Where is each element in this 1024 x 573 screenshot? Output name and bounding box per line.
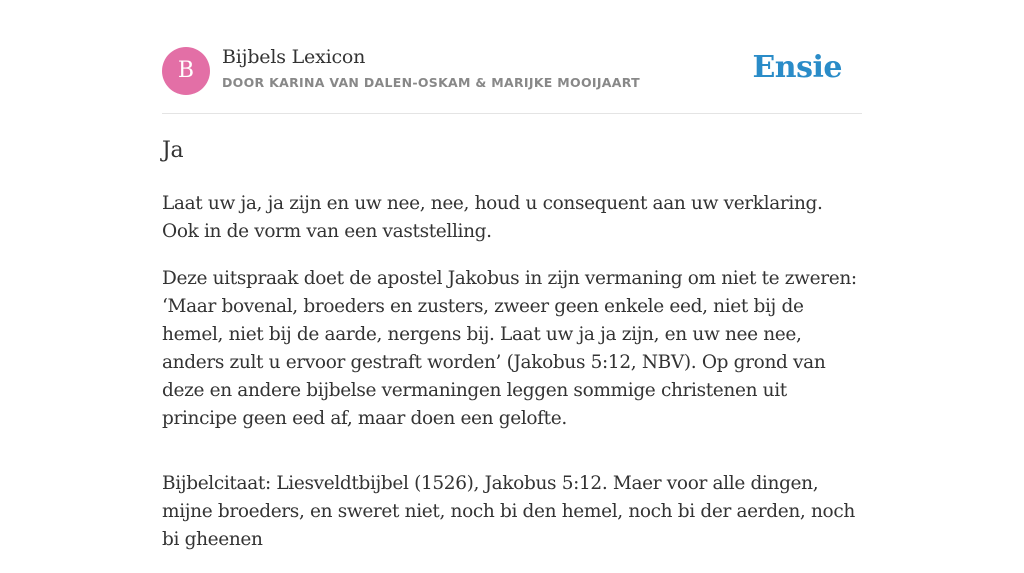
lexicon-authors: DOOR KARINA VAN DALEN-OSKAM & MARIJKE MOOIJAART <box>222 75 640 90</box>
entry-explanation: Deze uitspraak doet de apostel Jakobus in zijn vermaning om niet te zweren: ‘Maar bovenal, broeders en zusters, zweer geen enkele eed, niet bij de hemel, niet bij de aarde, nergens bij. Laat uw ja ja zijn, en uw nee nee, anders zult u ervoor gestraft worden’ (Jakobus 5:12, NBV). Op grond van deze en andere bijbelse vermaningen leggen sommige christenen uit principe geen eed af, maar doen een gelofte. <box>162 268 857 429</box>
ensie-logo[interactable]: Ensie <box>752 50 842 85</box>
lexicon-avatar[interactable]: B <box>162 47 210 95</box>
header-divider <box>162 113 862 114</box>
entry-content <box>162 190 862 573</box>
lexicon-title[interactable]: Bijbels Lexicon <box>222 46 366 68</box>
lexicon-header <box>162 46 862 96</box>
entry-bible-citation: Bijbelcitaat: Liesveldtbijbel (1526), Jakobus 5:12. Maer voor alle dingen, mijne broeders, en sweret niet, noch bi den hemel, noch bi der aerden, noch bi gheenen <box>162 473 855 550</box>
entry-title: Ja <box>162 138 184 163</box>
entry-definition: Laat uw ja, ja zijn en uw nee, nee, houd u consequent aan uw verklaring. Ook in de vorm van een vaststelling. <box>162 193 823 242</box>
